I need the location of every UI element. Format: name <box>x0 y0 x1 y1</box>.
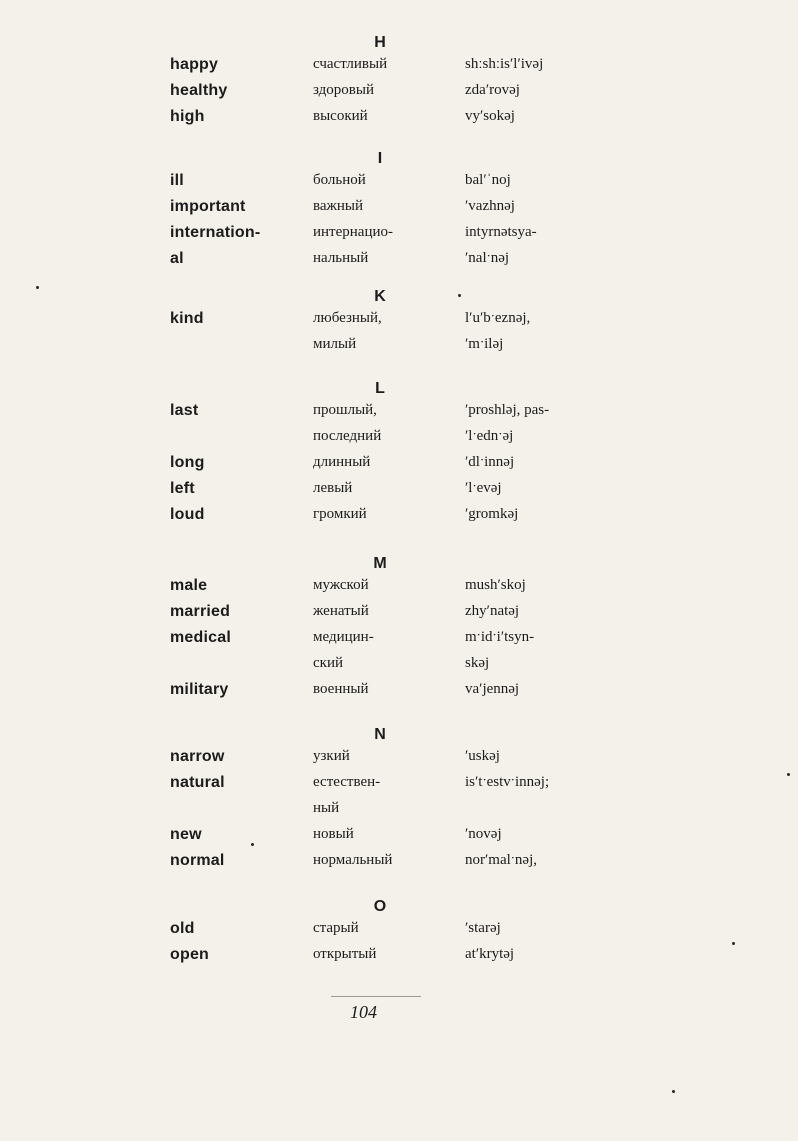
transliteration: ʹgromkəj <box>465 506 519 522</box>
print-speck <box>251 843 254 846</box>
dictionary-entry <box>0 506 798 532</box>
english-word: happy <box>170 56 219 73</box>
dictionary-entry <box>0 577 798 603</box>
russian-word: ный <box>313 800 340 816</box>
dictionary-entry <box>0 250 798 276</box>
transliteration: zhyʹnatəj <box>465 603 520 619</box>
russian-word: нормальный <box>313 852 393 868</box>
dictionary-entry <box>0 336 798 362</box>
english-word: medical <box>170 629 231 646</box>
transliteration: intyrnətsya- <box>465 224 537 240</box>
dictionary-entry <box>0 681 798 707</box>
transliteration: ʹproshləj, pas- <box>465 402 550 418</box>
section-letter: H <box>374 34 386 51</box>
dictionary-entry <box>0 198 798 224</box>
transliteration: ʹuskəj <box>465 748 500 764</box>
english-word: male <box>170 577 208 594</box>
english-word: normal <box>170 852 225 869</box>
russian-word: нальный <box>313 250 369 266</box>
transliteration: mˑidˑiʹtsyn- <box>465 629 535 645</box>
english-word: kind <box>170 310 204 327</box>
print-speck <box>732 942 735 945</box>
transliteration: mushʹskoj <box>465 577 526 593</box>
section-letter: K <box>374 288 386 305</box>
dictionary-entry <box>0 774 798 800</box>
transliteration: ʹnovəj <box>465 826 502 842</box>
transliteration: vyʹsokəj <box>465 108 515 124</box>
russian-word: больной <box>313 172 366 188</box>
english-word: important <box>170 198 246 215</box>
russian-word: мужской <box>313 577 369 593</box>
russian-word: узкий <box>313 748 350 764</box>
dictionary-entry <box>0 108 798 134</box>
section-letter: O <box>373 898 387 915</box>
print-speck <box>672 1090 675 1093</box>
russian-word: военный <box>313 681 369 697</box>
footer-rule <box>331 996 421 997</box>
russian-word: левый <box>313 480 353 496</box>
russian-word: женатый <box>313 603 369 619</box>
russian-word: интернацио- <box>313 224 394 240</box>
section-letter: L <box>375 380 385 397</box>
transliteration: balʹˈnoj <box>465 172 511 188</box>
english-word: new <box>170 826 202 843</box>
dictionary-entry <box>0 480 798 506</box>
english-word: al <box>170 250 184 267</box>
russian-word: прошлый, <box>313 402 377 418</box>
english-word: ill <box>170 172 184 189</box>
english-word: married <box>170 603 231 620</box>
english-word: last <box>170 402 199 419</box>
transliteration: ʹnalˑnəj <box>465 250 510 266</box>
print-speck <box>787 773 790 776</box>
dictionary-entry <box>0 603 798 629</box>
russian-word: старый <box>313 920 359 936</box>
english-word: internation- <box>170 224 261 241</box>
dictionary-entry <box>0 655 798 681</box>
transliteration: ʹmˑiləj <box>465 336 504 352</box>
print-speck <box>36 286 39 289</box>
english-word: left <box>170 480 195 497</box>
dictionary-entry <box>0 629 798 655</box>
transliteration: zdaʹrovəj <box>465 82 520 98</box>
dictionary-entry <box>0 748 798 774</box>
transliteration: isʹtˑestvˑinnəj; <box>465 774 550 790</box>
dictionary-entry <box>0 826 798 852</box>
transliteration: ʹlˑednˑəj <box>465 428 514 444</box>
transliteration: ʹstarəj <box>465 920 501 936</box>
dictionary-entry <box>0 428 798 454</box>
english-word: loud <box>170 506 205 523</box>
dictionary-entry <box>0 56 798 82</box>
dictionary-entry <box>0 224 798 250</box>
dictionary-entry <box>0 402 798 428</box>
section-letter: M <box>373 555 387 572</box>
transliteration: atʹkrytəj <box>465 946 515 962</box>
transliteration: ʹvazhnəj <box>465 198 515 214</box>
dictionary-entry <box>0 82 798 108</box>
english-word: healthy <box>170 82 228 99</box>
english-word: narrow <box>170 748 225 765</box>
english-word: open <box>170 946 210 963</box>
russian-word: длинный <box>313 454 371 470</box>
english-word: high <box>170 108 205 125</box>
russian-word: естествен- <box>313 774 381 790</box>
russian-word: милый <box>313 336 357 352</box>
russian-word: новый <box>313 826 354 842</box>
russian-word: высокий <box>313 108 368 124</box>
print-speck <box>458 294 461 297</box>
english-word: military <box>170 681 229 698</box>
dictionary-entry <box>0 172 798 198</box>
dictionary-entry <box>0 920 798 946</box>
dictionary-entry <box>0 852 798 878</box>
russian-word: счастливый <box>313 56 388 72</box>
russian-word: здоровый <box>313 82 374 98</box>
russian-word: открытый <box>313 946 377 962</box>
section-letter: I <box>377 150 383 167</box>
transliteration: ʹdlˑinnəj <box>465 454 515 470</box>
dictionary-entry <box>0 454 798 480</box>
dictionary-entry <box>0 310 798 336</box>
dictionary-entry <box>0 800 798 826</box>
russian-word: важный <box>313 198 364 214</box>
page-number: 104 <box>350 1002 377 1022</box>
russian-word: громкий <box>313 506 367 522</box>
transliteration: lʹuʹbˑeznəj, <box>465 310 531 326</box>
russian-word: последний <box>313 428 382 444</box>
transliteration: ʹlˑevəj <box>465 480 502 496</box>
russian-word: ский <box>313 655 343 671</box>
english-word: long <box>170 454 205 471</box>
english-word: old <box>170 920 195 937</box>
russian-word: медицин- <box>313 629 374 645</box>
transliteration: shːshːisʹlʹivəj <box>465 56 544 72</box>
dictionary-entry <box>0 946 798 972</box>
transliteration: norʹmalˑnəj, <box>465 852 538 868</box>
russian-word: любезный, <box>313 310 382 326</box>
english-word: natural <box>170 774 225 791</box>
transliteration: vaʹjennəj <box>465 681 520 697</box>
transliteration: skəj <box>465 655 490 671</box>
section-letter: N <box>374 726 386 743</box>
